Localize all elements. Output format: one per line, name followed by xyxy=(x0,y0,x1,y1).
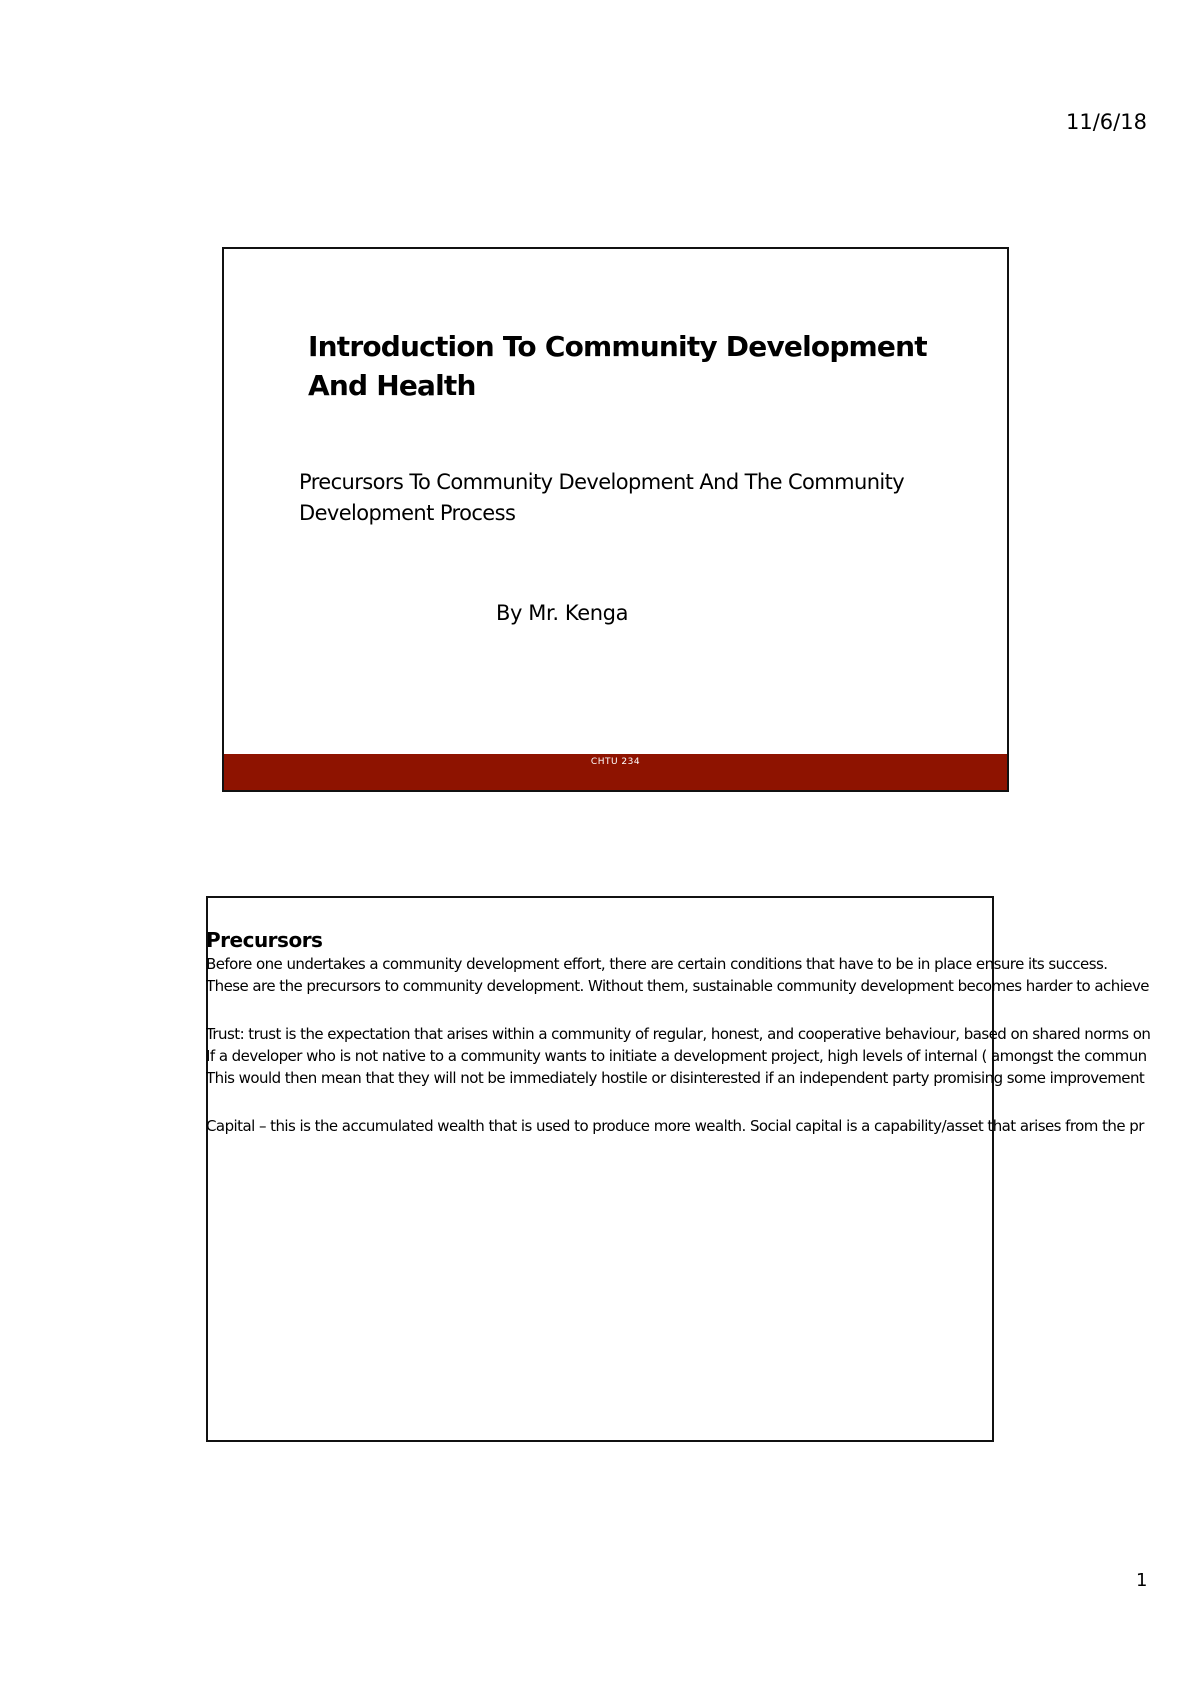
title-slide xyxy=(222,247,1009,792)
body-line: Trust: trust is the expectation that arises within a community of regular, honest, and cooperative behaviour, based on shared norms on xyxy=(206,1025,1151,1043)
slide-title: Introduction To Community Development And Health xyxy=(308,330,927,402)
body-line: This would then mean that they will not be immediately hostile or disinterested if an independent party promising some improvement xyxy=(206,1069,1145,1087)
page-date: 11/6/18 xyxy=(1066,110,1147,134)
slide-heading: Precursors xyxy=(206,928,323,952)
body-line: Capital – this is the accumulated wealth that is used to produce more wealth. Social capital is a capability/asset that arises from the pr xyxy=(206,1117,1144,1135)
slide-author: By Mr. Kenga xyxy=(496,601,629,625)
slide-subtitle: Precursors To Community Development And The Community Development Process xyxy=(299,470,905,525)
body-line: If a developer who is not native to a community wants to initiate a development project, high levels of internal ( amongst the commun xyxy=(206,1047,1147,1065)
course-code-label: CHTU 234 xyxy=(590,757,641,767)
page-number: 1 xyxy=(1136,1570,1148,1591)
content-slide-text xyxy=(206,928,1200,1148)
body-line: Before one undertakes a community development effort, there are certain conditions that have to be in place ensure its success. xyxy=(206,955,1108,973)
slide-footer-bar xyxy=(224,754,1007,790)
body-line: These are the precursors to community development. Without them, sustainable community development becomes harder to achieve xyxy=(206,977,1149,995)
